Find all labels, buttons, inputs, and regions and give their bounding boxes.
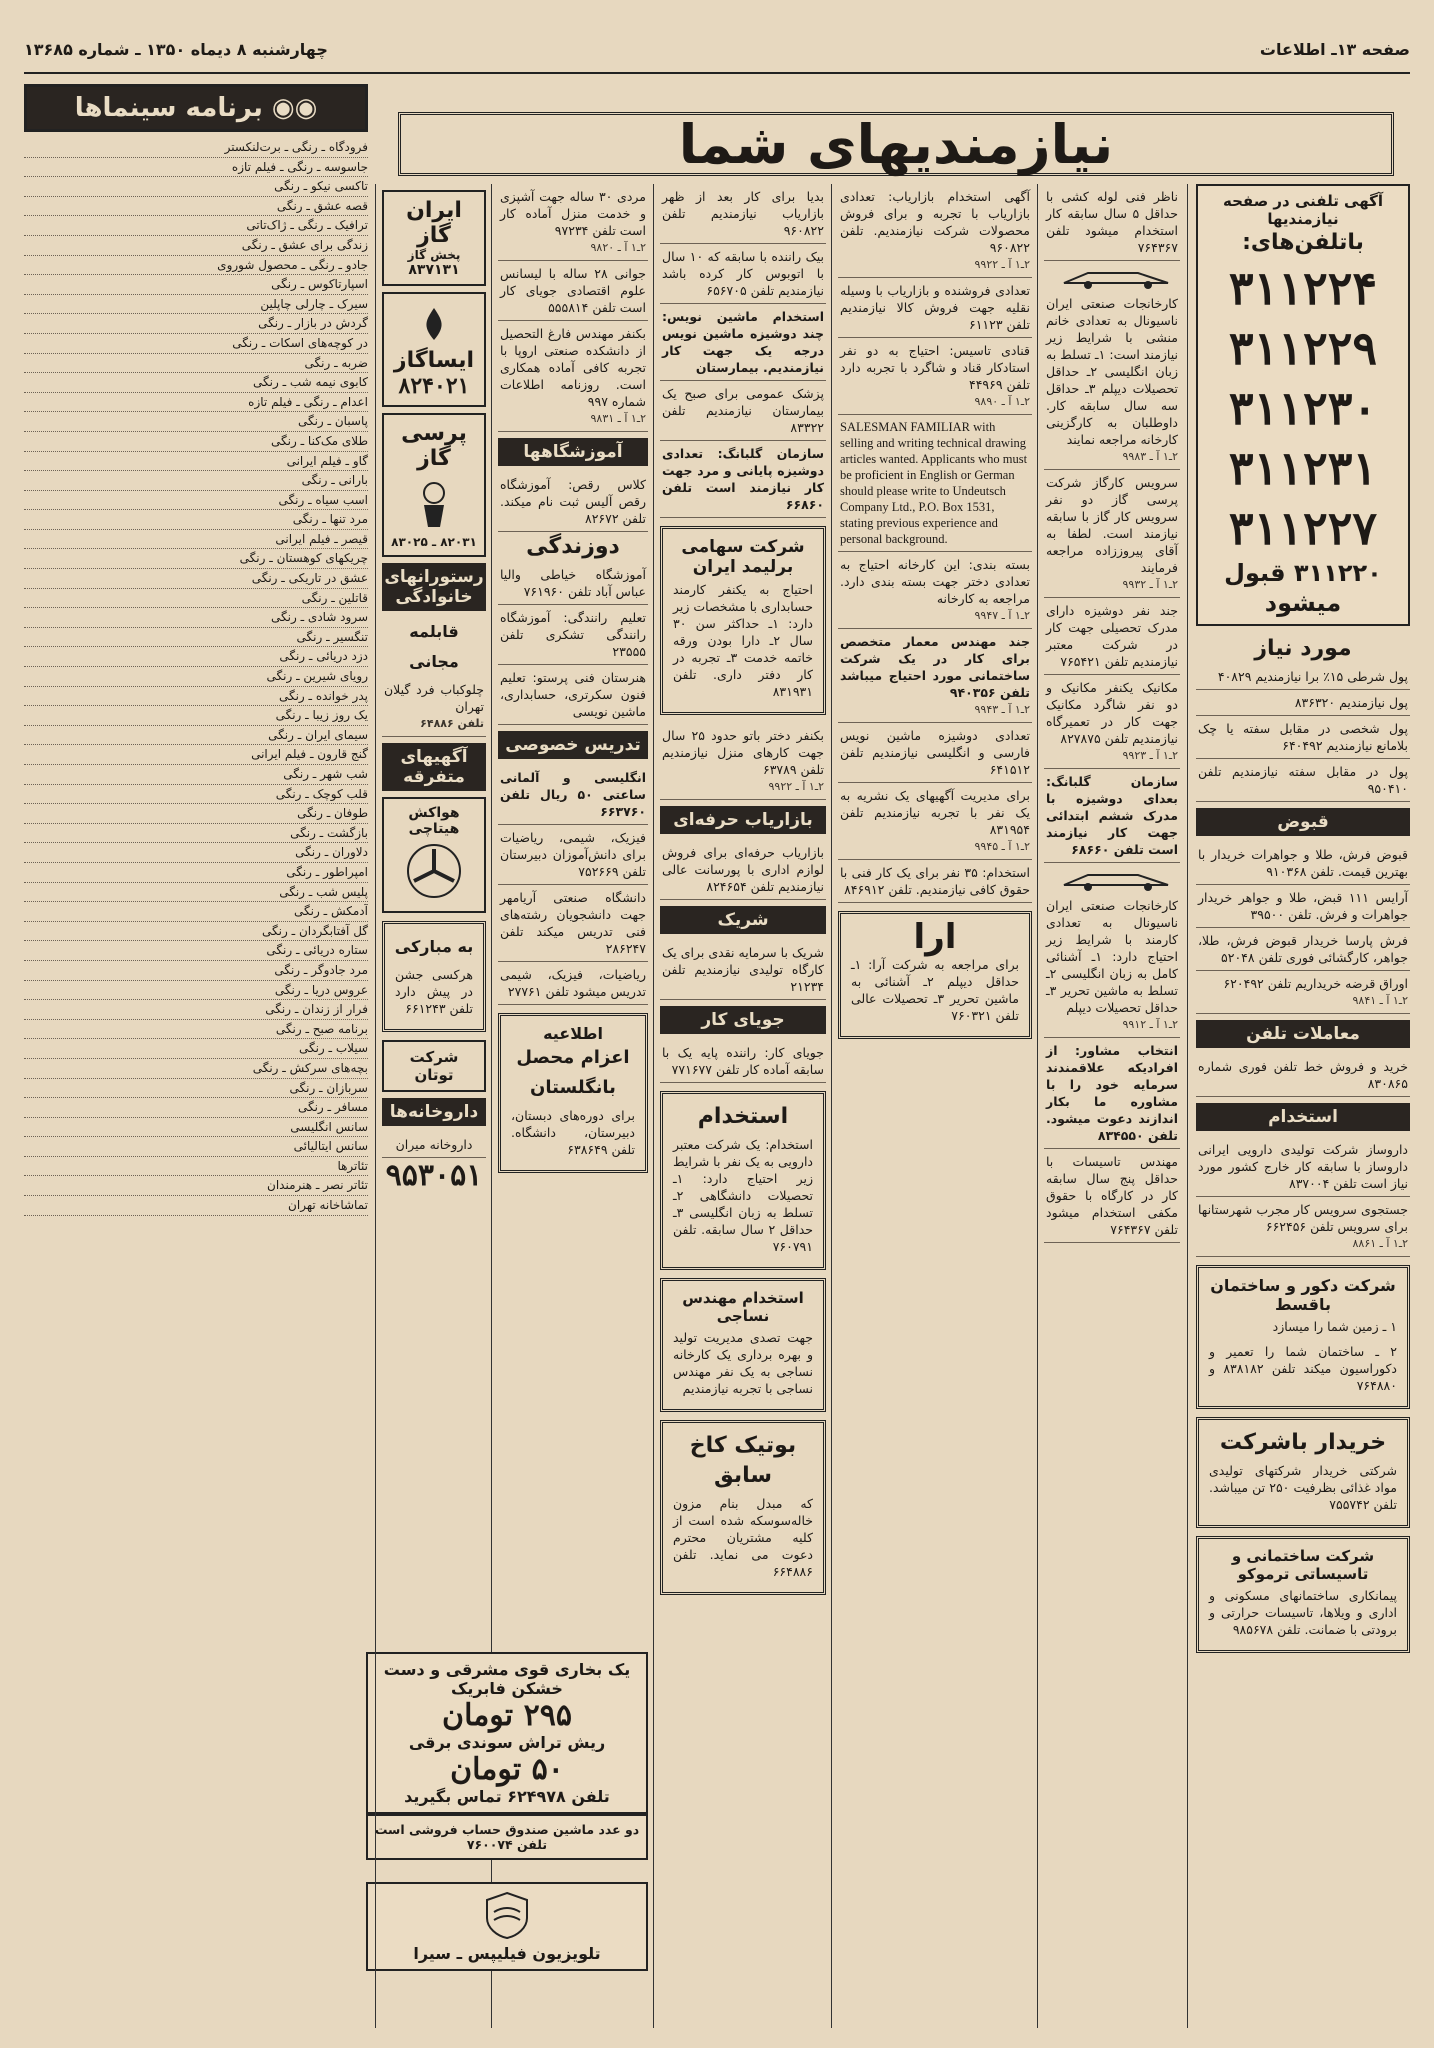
ad [498, 962, 648, 1005]
ad [1196, 928, 1410, 971]
ad [660, 381, 826, 441]
persigaz-name: پرسی گاز [401, 421, 467, 471]
ad-text: چلوکباب فرد گیلان تهران [384, 682, 484, 714]
section-pharmacy: داروخانه‌ها [382, 1098, 486, 1126]
family-rest-name: قابلمه مجانی [409, 622, 459, 671]
ad-text: تعدادی فروشنده و بازاریاب با وسیله نقلیه جهت فروش کالا نیازمندیم تلفن ۶۱۱۲۳ [840, 283, 1030, 332]
cinema-listing: گاو ـ فیلم ایرانی [24, 452, 368, 472]
cinema-listing: چریکهای کوهستان ـ رنگی [24, 549, 368, 569]
ad [838, 629, 1032, 723]
cinema-listing: سرود شادی ـ رنگی [24, 608, 368, 628]
ad-text: آگهی استخدام بازاریاب: تعدادی بازاریاب با تجربه و برای فروش محصولات شرکت نیازمندیم. تلفن ۹۶۰۸۲۲ [840, 189, 1030, 255]
ad-text: پول در مقابل سفته نیازمندیم تلفن ۹۵۰۴۱۰ [1198, 764, 1408, 796]
ad [660, 940, 826, 1000]
congrats-ad [382, 921, 486, 1032]
buyer-ad [1196, 1417, 1410, 1528]
ad-text: ریاضیات، فیزیک، شیمی تدریس میشود تلفن ۲۷۷۶۱ [500, 967, 646, 999]
textile-text: جهت تصدی مدیریت تولید و بهره برداری یک کارخانه نساجی به یک نفر مهندس نساجی با تجربه نیازمندیم [673, 1330, 813, 1396]
ad-code: ۲ـ۱ آ ـ ۹۸۴۱ [1352, 994, 1408, 1007]
ad-text: ناظر فنی لوله کشی با حداقل ۵ سال سابقه کار استخدام میشود تلفن ۷۶۴۳۶۷ [1046, 189, 1178, 255]
ad [498, 765, 648, 825]
boutique-ad [660, 1420, 826, 1595]
ad-text: پول نیازمندیم ۸۳۶۳۲۰ [1294, 695, 1408, 710]
column-3 [838, 184, 1032, 2028]
iran-company-ad [660, 526, 826, 715]
phone-number: ۳۱۱۲۳۱ [1228, 441, 1378, 495]
cinema-listing: مرد تنها ـ رنگی [24, 510, 368, 530]
cinema-listing: پلیس شب ـ رنگی [24, 883, 368, 903]
ad [498, 825, 648, 885]
section-needed: مورد نیاز [1254, 636, 1352, 661]
ad-text: شریک با سرمایه نقدی برای یک کارگاه تولیدی نیازمندیم تلفن ۲۱۲۳۴ [662, 945, 824, 994]
ad [1196, 759, 1410, 802]
cinema-listing: عشق در تاریکی ـ رنگی [24, 569, 368, 589]
cinema-listing: فرودگاه ـ رنگی ـ برت‌لنکستر [24, 138, 368, 158]
ad-code: ۲ـ۱ آ ـ ۹۹۴۷ [974, 609, 1030, 622]
ad [1196, 1054, 1410, 1097]
textile-title: استخدام مهندس نساجی [682, 1289, 804, 1325]
ad-text: خرید و فروش خط تلفن فوری شماره ۸۳۰۸۶۵ [1198, 1059, 1408, 1091]
column-rule [653, 184, 654, 2028]
column-rule [1037, 184, 1038, 2028]
cinema-listing: گنج قارون ـ فیلم ایرانی [24, 745, 368, 765]
ad-text: فیزیک، شیمی، ریاضیات برای دانش‌آموزان دبیرستان تلفن ۷۵۲۶۶۹ [500, 830, 646, 879]
phone-number: ۳۱۱۲۳۰ [1228, 381, 1378, 435]
ad-text: انتخاب مشاور: از افرادیکه علاقمندند سرمایه خود را با مشاوره ما بکار اندازند دعوت میشود. تلفن ۸۳۴۵۵۰ [1046, 1043, 1178, 1143]
section-schools: آموزشگاهها [498, 438, 648, 466]
irangaz-phone: ۸۳۷۱۳۱ [408, 262, 460, 278]
cinema-listing: بارانی ـ رنگی [24, 471, 368, 491]
notice-title: اطلاعیه [543, 1024, 603, 1043]
cinema-listing: ضربه ـ رنگی [24, 354, 368, 374]
column-1 [1196, 184, 1410, 2028]
cinema-listing: امپراطور ـ رنگی [24, 863, 368, 883]
ad [838, 723, 1032, 783]
heater-text: یک بخاری قوی مشرقی و دست خشکن فابریک [383, 1660, 631, 1698]
cinema-listing: در کوچه‌های اسکات ـ رنگی [24, 334, 368, 354]
cinema-listing: تنگسیر ـ رنگی [24, 628, 368, 648]
ad-text: پول شخصی در مقابل سفته یا چک بلامانع نیازمندیم ۶۴۰۴۹۲ [1198, 721, 1408, 753]
column-2 [1044, 184, 1180, 2028]
cinema-listing: شب شهر ـ رنگی [24, 765, 368, 785]
cinema-listing: گردش در بازار ـ رنگی [24, 314, 368, 334]
cinema-listing: یک روز زیبا ـ رنگی [24, 706, 368, 726]
cinema-listing: فرار از زندان ـ رنگی [24, 1000, 368, 1020]
safe-ad: دو عدد ماشین صندوق حساب فروشی است تلفن ۷۶۰۰۷۴ [366, 1814, 648, 1860]
ad-text: بازاریاب حرفه‌ای برای فروش لوازم اداری با پورسانت عالی نیازمندیم تلفن ۸۲۴۶۵۴ [662, 845, 824, 894]
ad-text: پول شرطی ۱۵٪ برا نیازمندیم ۴۰۸۲۹ [1217, 669, 1408, 684]
ad [498, 665, 648, 725]
cinema-listing: مرد جادوگر ـ رنگی [24, 961, 368, 981]
construction-text: پیمانکاری ساختمانهای مسکونی و اداری و ویلاها، تاسیسات حرارتی و برودتی با ضمانت. تلفن ۹۸۵۶۷۸ [1209, 1588, 1397, 1637]
ad-text: آرایس ۱۱۱ قبض، طلا و جواهر خریدار جواهرات و فرش. تلفن ۳۹۵۰۰ [1198, 890, 1408, 922]
ad [1196, 690, 1410, 716]
congrats-title: به مبارکی [394, 937, 474, 956]
ad-text: هنرستان فنی پرستو: تعلیم فنون سکرتری، حسابداری، ماشین نویسی [500, 670, 646, 719]
ad-text: کارخانجات صنعتی ایران ناسیونال به تعدادی کارمند با شرایط زیر احتیاج دارد: ۱ـ آشنائی کامل به زبان انگلیسی ۲ـ تسلط به ماشین تحریر ۳ـ حداقل تحصیلات دیپلم [1046, 898, 1178, 1015]
ad-code: ۲ـ۱ آ ـ ۸۸۶۱ [1352, 1237, 1408, 1250]
isagaz-logo [382, 292, 486, 407]
cinema-listing: قیصر ـ فیلم ایرانی [24, 530, 368, 550]
salesman-ad: SALESMAN FAMILIAR with selling and writing technical drawing articles wanted. Applicants who must be proficient in English or German should please write to Undeutsch Company Ltd., P.O. Box 1531, stating previous experience and personal background. [838, 415, 1032, 552]
ad [660, 244, 826, 304]
cinema-listing: سربازان ـ رنگی [24, 1079, 368, 1099]
buyer-title: خریدار باشرکت [1219, 1430, 1387, 1455]
ad [382, 677, 486, 737]
persigaz-logo [382, 413, 486, 557]
column-rule [1187, 184, 1188, 2028]
ad [498, 184, 648, 261]
textile-ad [660, 1278, 826, 1412]
cinema-listing: سانس انگلیسی [24, 1118, 368, 1138]
ad-text: تعدادی دوشیزه ماشین نویس فارسی و انگلیسی نیازمندیم تلفن ۶۴۱۵۱۲ [840, 728, 1030, 777]
ad-text: استخدام ماشین نویس: چند دوشیزه ماشین نویس درجه یک جهت کار نیازمندیم. بیمارستان [662, 309, 824, 375]
boutique-text: که مبدل بنام مزون خاله‌سوسکه شده است از کلیه مشتریان محترم دعوت می نماید. تلفن ۶۶۴۸۸۶ [673, 1496, 813, 1579]
ad-text: برای مدیریت آگهیهای یک نشریه به یک نفر با تجربه نیازمندیم تلفن ۸۳۱۹۵۴ [840, 788, 1030, 837]
ad-text: جوانی ۲۸ ساله با لیسانس علوم اقتصادی جویای کار است تلفن ۵۵۵۸۱۴ [500, 266, 646, 315]
ad-text: جند مهندس معمار متخصص برای کار در یک شرکت ساختمانی مورد احتیاج میباشد تلفن ۹۴۰۳۵۶ [840, 634, 1030, 700]
ad-code: ۲ـ۱ آ ـ ۹۹۸۳ [1122, 450, 1178, 463]
ad-text: بسته بندی: این کارخانه احتیاج به تعدادی دختر جهت بسته بندی دارد. مراجعه به کارخانه [840, 557, 1030, 606]
header-rule [24, 72, 1410, 74]
cinema-listing: ستاره دریائی ـ رنگی [24, 941, 368, 961]
ad-text: آموزشگاه خیاطی والیا عباس آباد تلفن ۷۶۱۹۶۰ [500, 567, 646, 599]
isagaz-phone: ۸۲۴۰۲۱ [398, 373, 470, 399]
section-employment: استخدام [1196, 1103, 1410, 1131]
hitachi-name: هواکش هیتاچی [408, 805, 460, 837]
heater-line2: ریش تراش سوندی برقی [408, 1733, 606, 1752]
hitachi-logo [382, 797, 486, 913]
construction-title: شرکت ساختمانی و تاسیساتی ترموکو [1231, 1547, 1375, 1583]
ad [1196, 716, 1410, 759]
ad [660, 184, 826, 244]
cinema-listing: برنامه صبح ـ رنگی [24, 1020, 368, 1040]
section-family-rest: رستورانهای خانوادگی [382, 563, 486, 611]
section-partner: شریک [660, 906, 826, 934]
cinema-listing: گل آفتابگردان ـ رنگی [24, 922, 368, 942]
irangaz-logo [382, 190, 486, 286]
ad [1044, 675, 1180, 769]
ad-code: ۲ـ۱ آ ـ ۹۹۴۵ [974, 840, 1030, 853]
ad [498, 562, 648, 605]
ad-text: قنادی تاسیس: احتیاج به دو نفر استادکار قناد و شاگرد با تجربه دارد تلفن ۴۴۹۶۹ [840, 343, 1030, 392]
ad [498, 261, 648, 321]
cinema-listing: دلاوران ـ رنگی [24, 843, 368, 863]
cinema-listing: دزد دریائی ـ رنگی [24, 647, 368, 667]
ad-text: مکانیک یکنفر مکانیک و دو نفر شاگرد مکانیک جهت کار در تعمیرگاه نیازمندیم تلفن ۸۲۷۸۷۵ [1046, 680, 1178, 746]
iran-company-text: احتیاج به یکنفر کارمند حسابداری با مشخصات زیر دارد: ۱ـ حداکثر سن ۳۰ سال ۲ـ دارا بودن ورقه خاتمه خدمت ۳ـ تجربه در کار دفتر داری. تلفن ۸۳۱۹۳۱ [673, 582, 813, 699]
issue-date: چهارشنبه ۸ دیماه ۱۳۵۰ ـ شماره ۱۳۶۸۵ [24, 40, 328, 59]
pharmacy-name: داروخانه میران [382, 1132, 486, 1158]
phone-number: ۳۱۱۲۲۴ [1228, 261, 1378, 315]
cinema-listing: پدر خوانده ـ رنگی [24, 687, 368, 707]
ad [498, 321, 648, 432]
ad-code: ۲ـ۱ آ ـ ۹۹۳۲ [1122, 578, 1178, 591]
ad-code: ۲ـ۱ آ ـ ۹۹۲۳ [1122, 749, 1178, 762]
ad [838, 278, 1032, 338]
congrats-text: هرکسی جشن در پیش دارد تلفن ۶۶۱۲۴۳ [395, 967, 473, 1016]
ad-text: بکنفر مهندس فارغ التحصیل از دانشکده صنعتی اروپا با تجربه کافی آماده همکاری است. روزنامه اطلاعات شماره ۹۹۷ [500, 326, 646, 409]
cinema-listing: تماشاخانه تهران [24, 1196, 368, 1216]
cinema-column [24, 84, 368, 2028]
masthead-title: نیازمندیهای شما [398, 112, 1394, 176]
ad-text: فرش پارسا خریدار قبوض فرش، طلا، جواهر، کارگشائی فوری تلفن ۵۲۰۴۸ [1198, 933, 1408, 965]
cinema-listing: تئاترها [24, 1157, 368, 1177]
pharmacy-phone: ۹۵۳۰۵۱ [385, 1158, 483, 1193]
cinema-listing: جاسوسه ـ رنگی ـ فیلم تازه [24, 158, 368, 178]
ad-code: ۲ـ۱ آ ـ ۹۹۲۲ [768, 780, 824, 793]
ad [498, 472, 648, 532]
employment-title: استخدام [697, 1104, 789, 1129]
ad [1044, 598, 1180, 675]
ad-text: داروساز شرکت تولیدی دارویی ایرانی داروساز با سابقه کار خارج کشور مورد نیاز است تلفن ۸۳۷۰۰۴ [1198, 1142, 1408, 1191]
heater-phone: تلفن ۶۲۴۹۷۸ تماس بگیرید [404, 1787, 610, 1806]
ad [838, 783, 1032, 860]
decor-line: ۱ ـ زمین شما را میسازد [1272, 1319, 1397, 1334]
ad-code: ۲ـ۱ آ ـ ۹۹۴۳ [974, 703, 1030, 716]
ad [1044, 470, 1180, 598]
philips-ad [366, 1882, 648, 1971]
isagaz-name: ایساگاز [393, 348, 475, 373]
ad-text: تعلیم رانندگی: آموزشگاه رانندگی تشکری تلفن ۲۳۵۵۵ [500, 610, 646, 659]
ad-text: جویای کار: راننده پایه یک با سابقه آماده کار تلفن ۷۷۱۶۷۷ [662, 1045, 824, 1077]
ad-text: دانشگاه صنعتی آریامهر جهت دانشجویان رشته‌های فنی تدریس میکند تلفن ۲۸۶۲۴۷ [500, 890, 646, 956]
cinema-listing: کابوی نیمه شب ـ رنگی [24, 373, 368, 393]
cinema-list [24, 138, 368, 1216]
ad-text: سازمان گلبانگ: بعدای دوشیزه با مدرک ششم ابتدائی جهت کار نیازمند است تلفن ۶۸۶۶۰ [1046, 774, 1178, 857]
ad [1044, 769, 1180, 863]
ad [1196, 885, 1410, 928]
boutique-title: بوتیک کاخ سابق [689, 1433, 797, 1488]
ad-text: جستجوی سرویس کار مجرب شهرستانها برای سرویس تلفن ۶۶۲۴۵۶ [1198, 1202, 1408, 1234]
cinema-listing: سیمای ایران ـ رنگی [24, 726, 368, 746]
cinema-title-text: برنامه سینماها [74, 93, 263, 123]
ara-ad [838, 911, 1032, 1039]
ad [1196, 664, 1410, 690]
cinema-listing: اعدام ـ رنگی ـ فیلم تازه [24, 393, 368, 413]
fan-icon [404, 841, 464, 901]
ad [1044, 184, 1180, 261]
page-number: صفحه ۱۳ـ اطلاعات [1259, 40, 1410, 59]
cinema-listing: عروس دریا ـ رنگی [24, 981, 368, 1001]
notice-head: اعزام محصل بانگلستان [516, 1047, 630, 1098]
cinema-listing: طوفان ـ رنگی [24, 804, 368, 824]
ad-text: بیک راننده با سابقه که ۱۰ سال با اتوبوس کار کرده باشد نیازمندیم تلفن ۶۵۶۷۰۵ [662, 249, 825, 298]
ad [498, 885, 648, 962]
section-misc: آگهیهای متفرقه [382, 743, 486, 791]
newspaper-page [24, 24, 1410, 2028]
ad [1044, 863, 1180, 1038]
section-receipt: قبوض [1196, 808, 1410, 836]
ad [838, 184, 1032, 278]
car-icon [1058, 265, 1178, 291]
ad [660, 304, 826, 381]
phone-box-title: آگهی تلفنی در صفحه نیازمندیها [1223, 192, 1383, 228]
iran-company-title: شرکت سهامی برلیمد ایران [681, 537, 805, 577]
notice-ad [498, 1013, 648, 1173]
cinema-listing: طلای مک‌کنا ـ رنگی [24, 432, 368, 452]
ad-text: جند نفر دوشیزه دارای مدرک تحصیلی جهت کار در شرکت معتبر نیازمندیم تلفن ۷۶۵۴۲۱ [1046, 603, 1178, 669]
construction-ad [1196, 1536, 1410, 1653]
heater-ad [366, 1652, 648, 1814]
ad [498, 605, 648, 665]
mascot-icon [406, 475, 462, 531]
column-rule [375, 184, 376, 2028]
ad [838, 338, 1032, 415]
phone-box [1196, 184, 1410, 626]
employment-text: استخدام: یک شرکت معتبر دارویی به یک نفر با شرایط زیر احتیاج دارد: ۱ـ تحصیلات دانشگاهی ۲ـ تسلط به زبان انگلیسی ۳ـ حداقل ۲ سال سابقه. تلفن ۷۶۰۷۹۱ [673, 1137, 813, 1254]
cinema-listing: تاکسی نیکو ـ رنگی [24, 177, 368, 197]
cinema-listing: جادو ـ رنگی ـ محصول شوروی [24, 256, 368, 276]
irangaz-name: ایران گاز [406, 198, 462, 248]
irangaz-sub: پخش گاز [407, 248, 461, 262]
ad-text: مهندس تاسیسات با حداقل پنج سال سابقه کار در کارگاه با حقوق مکفی استخدام میشود تلفن ۷۶۴۳۶۷ [1046, 1154, 1178, 1237]
ad-text: سرویس کارگاز شرکت پرسی گاز دو نفر سرویس کار گاز با سابقه نیازمند است. لطفا به آقای پیروززاده مراجعه فرمایند [1046, 475, 1178, 575]
cinema-listing: زندگی برای عشق ـ رنگی [24, 236, 368, 256]
ad-code: ۲ـ۱ آ ـ ۹۸۹۰ [974, 395, 1030, 408]
ad [1044, 261, 1180, 470]
cinema-listing: اسپارتاکوس ـ رنگی [24, 275, 368, 295]
ad-text: استخدام: ۳۵ نفر برای یک کار فنی با حقوق کافی نیازمندیم. تلفن ۸۴۶۹۱۲ [840, 865, 1030, 897]
ad [660, 1040, 826, 1083]
ad [1196, 971, 1410, 1014]
flame-icon [414, 304, 454, 344]
cinema-listing: سیرک ـ چارلی چاپلین [24, 295, 368, 315]
buyer-text: شرکتی خریدار شرکتهای تولیدی مواد غذائی بظرفیت ۲۵۰ تن میباشد. تلفن ۷۵۵۷۴۲ [1209, 1463, 1398, 1512]
ad [1196, 842, 1410, 885]
decor-line: ۲ ـ ساختمان شما را تعمیر و دکوراسیون میکند تلفن ۸۳۸۱۸۲ و ۷۶۴۸۸۰ [1209, 1344, 1397, 1393]
ad-text: برای مراجعه به شرکت آرا: ۱ـ حداقل دیپلم ۲ـ آشنائی به ماشین تحریر ۳ـ تحصیلات عالی تلفن ۷۶۰۳۲۱ [851, 957, 1019, 1023]
phone-number-last: ۳۱۱۲۲۰ قبول میشود [1224, 559, 1382, 617]
philips-shield-icon [482, 1890, 532, 1940]
column-4 [660, 184, 826, 2028]
ad-code: ۲ـ۱ آ ـ ۹۹۱۲ [1122, 1018, 1178, 1031]
ad [838, 552, 1032, 629]
ad-text: اوراق قرضه خریداریم تلفن ۶۲۰۴۹۲ [1223, 976, 1408, 991]
ad-text: مردی ۳۰ ساله جهت آشپزی و خدمت منزل آماده کار است تلفن ۹۷۲۳۴ [500, 189, 646, 238]
cinema-listing: ترافیک ـ رنگی ـ ژاک‌تاتی [24, 216, 368, 236]
cinema-listing: اسب سیاه ـ رنگی [24, 491, 368, 511]
section-private-tutor: تدریس خصوصی [498, 731, 648, 759]
ad [660, 840, 826, 900]
ad-code: ۲ـ۱ آ ـ ۹۹۲۲ [974, 258, 1030, 271]
decor-ad [1196, 1265, 1410, 1409]
cinema-listing: مسافر ـ رنگی [24, 1098, 368, 1118]
ad-text: کلاس رقص: آموزشگاه رقص آلیس ثبت نام میکند. تلفن ۸۲۶۷۲ [500, 477, 646, 526]
ad [1044, 1149, 1180, 1243]
ad-text: انگلیسی و آلمانی ساعتی ۵۰ ریال تلفن ۶۶۳۷۶۰ [500, 770, 646, 819]
tutan-logo [382, 1040, 486, 1092]
ad-code: ۲ـ۱ آ ـ ۹۸۲۰ [590, 241, 646, 254]
heater-price: ۲۹۵ تومان [442, 1698, 572, 1733]
ad [1196, 1197, 1410, 1257]
car-icon [1058, 867, 1178, 893]
persigaz-phone: ۸۲۰۳۱ ـ ۸۳۰۲۵ [391, 535, 477, 549]
ad-text: بدیا برای کار بعد از ظهر بازاریاب نیازمندیم تلفن ۹۶۰۸۲۲ [662, 189, 824, 238]
golbang-ad [660, 441, 826, 518]
notice-text: برای دوره‌های دبستان، دبیرستان، دانشگاه. تلفن ۶۳۸۶۴۹ [511, 1108, 635, 1157]
phone-box-with: باتلفن‌های: [1242, 230, 1364, 255]
ad-text: سازمان گلبانگ: تعدادی دوشیزه پایانی و مرد جهت کار نیازمند است تلفن ۶۶۸۶۰ [662, 446, 824, 512]
cinema-listing: قاتلین ـ رنگی [24, 589, 368, 609]
cinema-listing: بازگشت ـ رنگی [24, 824, 368, 844]
philips-text: تلویزیون فیلیپس ـ سیرا [413, 1944, 601, 1963]
ad [660, 723, 826, 800]
ad-text: پزشک عمومی برای صبح یک بیمارستان نیازمندیم تلفن ۸۳۳۲۲ [662, 386, 824, 435]
employment-box [660, 1091, 826, 1270]
cinema-listing: قصه عشق ـ رنگی [24, 197, 368, 217]
section-job-seeker: جویای کار [660, 1006, 826, 1034]
cinema-listing: بچه‌های سرکش ـ رنگی [24, 1059, 368, 1079]
ad [1196, 1137, 1410, 1197]
cinema-listing: سانس ایتالیائی [24, 1137, 368, 1157]
phone-number: ۳۱۱۲۲۹ [1228, 321, 1378, 375]
cinema-listing: سیلاب ـ رنگی [24, 1039, 368, 1059]
cinema-listing: قلب کوچک ـ رنگی [24, 785, 368, 805]
ad [838, 860, 1032, 903]
column-rule [831, 184, 832, 2028]
section-marketer: بازاریاب حرفه‌ای [660, 806, 826, 834]
section-sewing: دوزندگی [526, 534, 620, 559]
ad-text: قبوض فرش، طلا و جواهرات خریدار با بهترین قیمت. تلفن ۹۱۰۳۶۸ [1198, 847, 1408, 879]
ara-logo: ارا [913, 917, 957, 957]
cinema-listing: تئاتر نصر ـ هنرمندان [24, 1176, 368, 1196]
heater-price2: ۵۰ تومان [450, 1752, 564, 1787]
projector-icon: ◉◉ [271, 93, 318, 123]
decor-title: شرکت دکور و ساختمان باقسط [1210, 1276, 1396, 1314]
phone-number: ۳۱۱۲۲۷ [1228, 501, 1378, 555]
cinema-listing: آدمکش ـ رنگی [24, 902, 368, 922]
ad-phone: تلفن ۶۴۸۸۶ [420, 717, 484, 730]
ad-text: بکنفر دختر باتو حدود ۲۵ سال جهت کارهای منزل نیازمندیم تلفن ۶۳۷۸۹ [662, 728, 824, 777]
tutan-name: شرکت توتان [409, 1048, 459, 1084]
ad-text: کارخانجات صنعتی ایران ناسیونال به تعدادی خانم منشی با شرایط زیر نیازمند است: ۱ـ تسلط به زبان انگلیسی ۲ـ حداقل تحصیلات دیپلم ۳ـ حداقل سه سال سابقه کار. داوطلبان به کارگزینی کارخانه مراجعه نمایند [1046, 296, 1179, 447]
cinema-listing: پاسبان ـ رنگی [24, 412, 368, 432]
ad [1044, 1038, 1180, 1149]
cinema-title [24, 84, 368, 132]
ad-code: ۲ـ۱ آ ـ ۹۸۳۱ [590, 412, 646, 425]
cinema-listing: رویای شیرین ـ رنگی [24, 667, 368, 687]
section-phone-trade: معاملات تلفن [1196, 1020, 1410, 1048]
